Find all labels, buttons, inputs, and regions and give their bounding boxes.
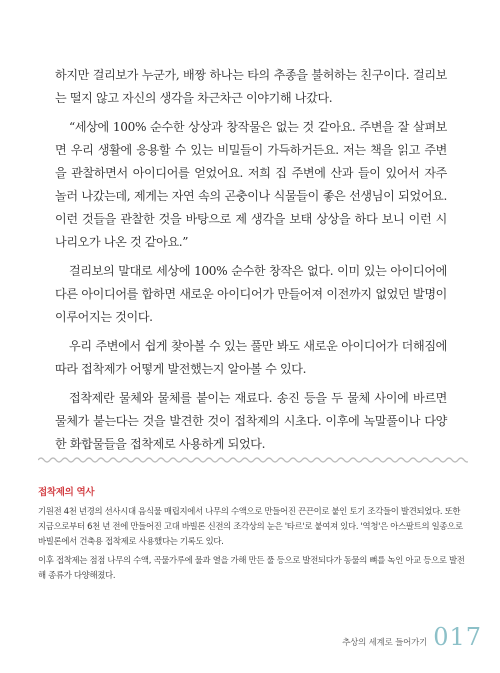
body-paragraph-5: 접착제란 물체와 물체를 붙이는 재료다. 송진 등을 두 물체 사이에 바르면 물체가 붙는다는 것을 발견한 것이 접착제의 시초다. 이후에 녹말풀이나 다양한 화합물들을 접착제로 사용하게 되었다. (55, 391, 447, 451)
wavy-divider (38, 456, 468, 464)
page-footer (342, 623, 482, 651)
info-box (38, 485, 466, 587)
info-box-paragraph-1: 기원전 4천 년경의 선사시대 음식물 매립지에서 나무의 수액으로 만들어진 끈끈이로 붙인 토기 조각들이 발견되었다. 또한 지금으로부터 6천 년 전에 만들어진 고대 바빌론 신전의 조각상의 눈은 '타르'로 붙여져 있다. '역청'은 아스팔트의 일종으로 바빌론에서 건축용 접착제로 사용했다는 기록도 있다. (38, 506, 463, 546)
page-number: 017 (433, 623, 482, 651)
main-text (55, 64, 447, 462)
body-paragraph-3: 걸리보의 말대로 세상에 100% 순수한 창작은 없다. 이미 있는 아이디어에 다른 아이디어를 합하면 새로운 아이디어가 만들어져 이전까지 없었던 발명이 이루어지는 것이다. (55, 264, 447, 324)
body-paragraph-4: 우리 주변에서 쉽게 찾아볼 수 있는 풀만 봐도 새로운 아이디어가 더해짐에 따라 접착제가 어떻게 발전했는지 알아볼 수 있다. (55, 339, 447, 376)
body-paragraph-1: 하지만 걸리보가 누군가, 배짱 하나는 타의 추종을 불허하는 친구이다. 걸리보는 떨지 않고 자신의 생각을 차근차근 이야기해 나갔다. (55, 68, 447, 105)
info-box-paragraph-2: 이후 접착제는 점점 나무의 수액, 곡물가루에 물과 열을 가해 만든 풀 등으로 발전되다가 동물의 뼈를 녹인 아교 등으로 발전해 종류가 다양해졌다. (38, 555, 465, 580)
body-paragraph-2: “세상에 100% 순수한 상상과 창작물은 없는 것 같아요. 주변을 잘 살펴보면 우리 생활에 응용할 수 있는 비밀들이 가득하거든요. 저는 책을 읽고 주변을 관찰하면서 아이디어를 얻었어요. 저희 집 주변에 산과 들이 있어서 자주 놀러 나갔는데, 제게는 자연 속의 곤충이나 식물들이 좋은 선생님이 되었어요. 이런 것들을 관찰한 것을 바탕으로 제 생각을 보태 상상을 하다 보니 이런 시나리오가 나온 것 같아요.” (55, 120, 447, 249)
info-box-title: 접착제의 역사 (38, 487, 95, 498)
chapter-title: 추상의 세계로 들어가기 (342, 638, 428, 648)
